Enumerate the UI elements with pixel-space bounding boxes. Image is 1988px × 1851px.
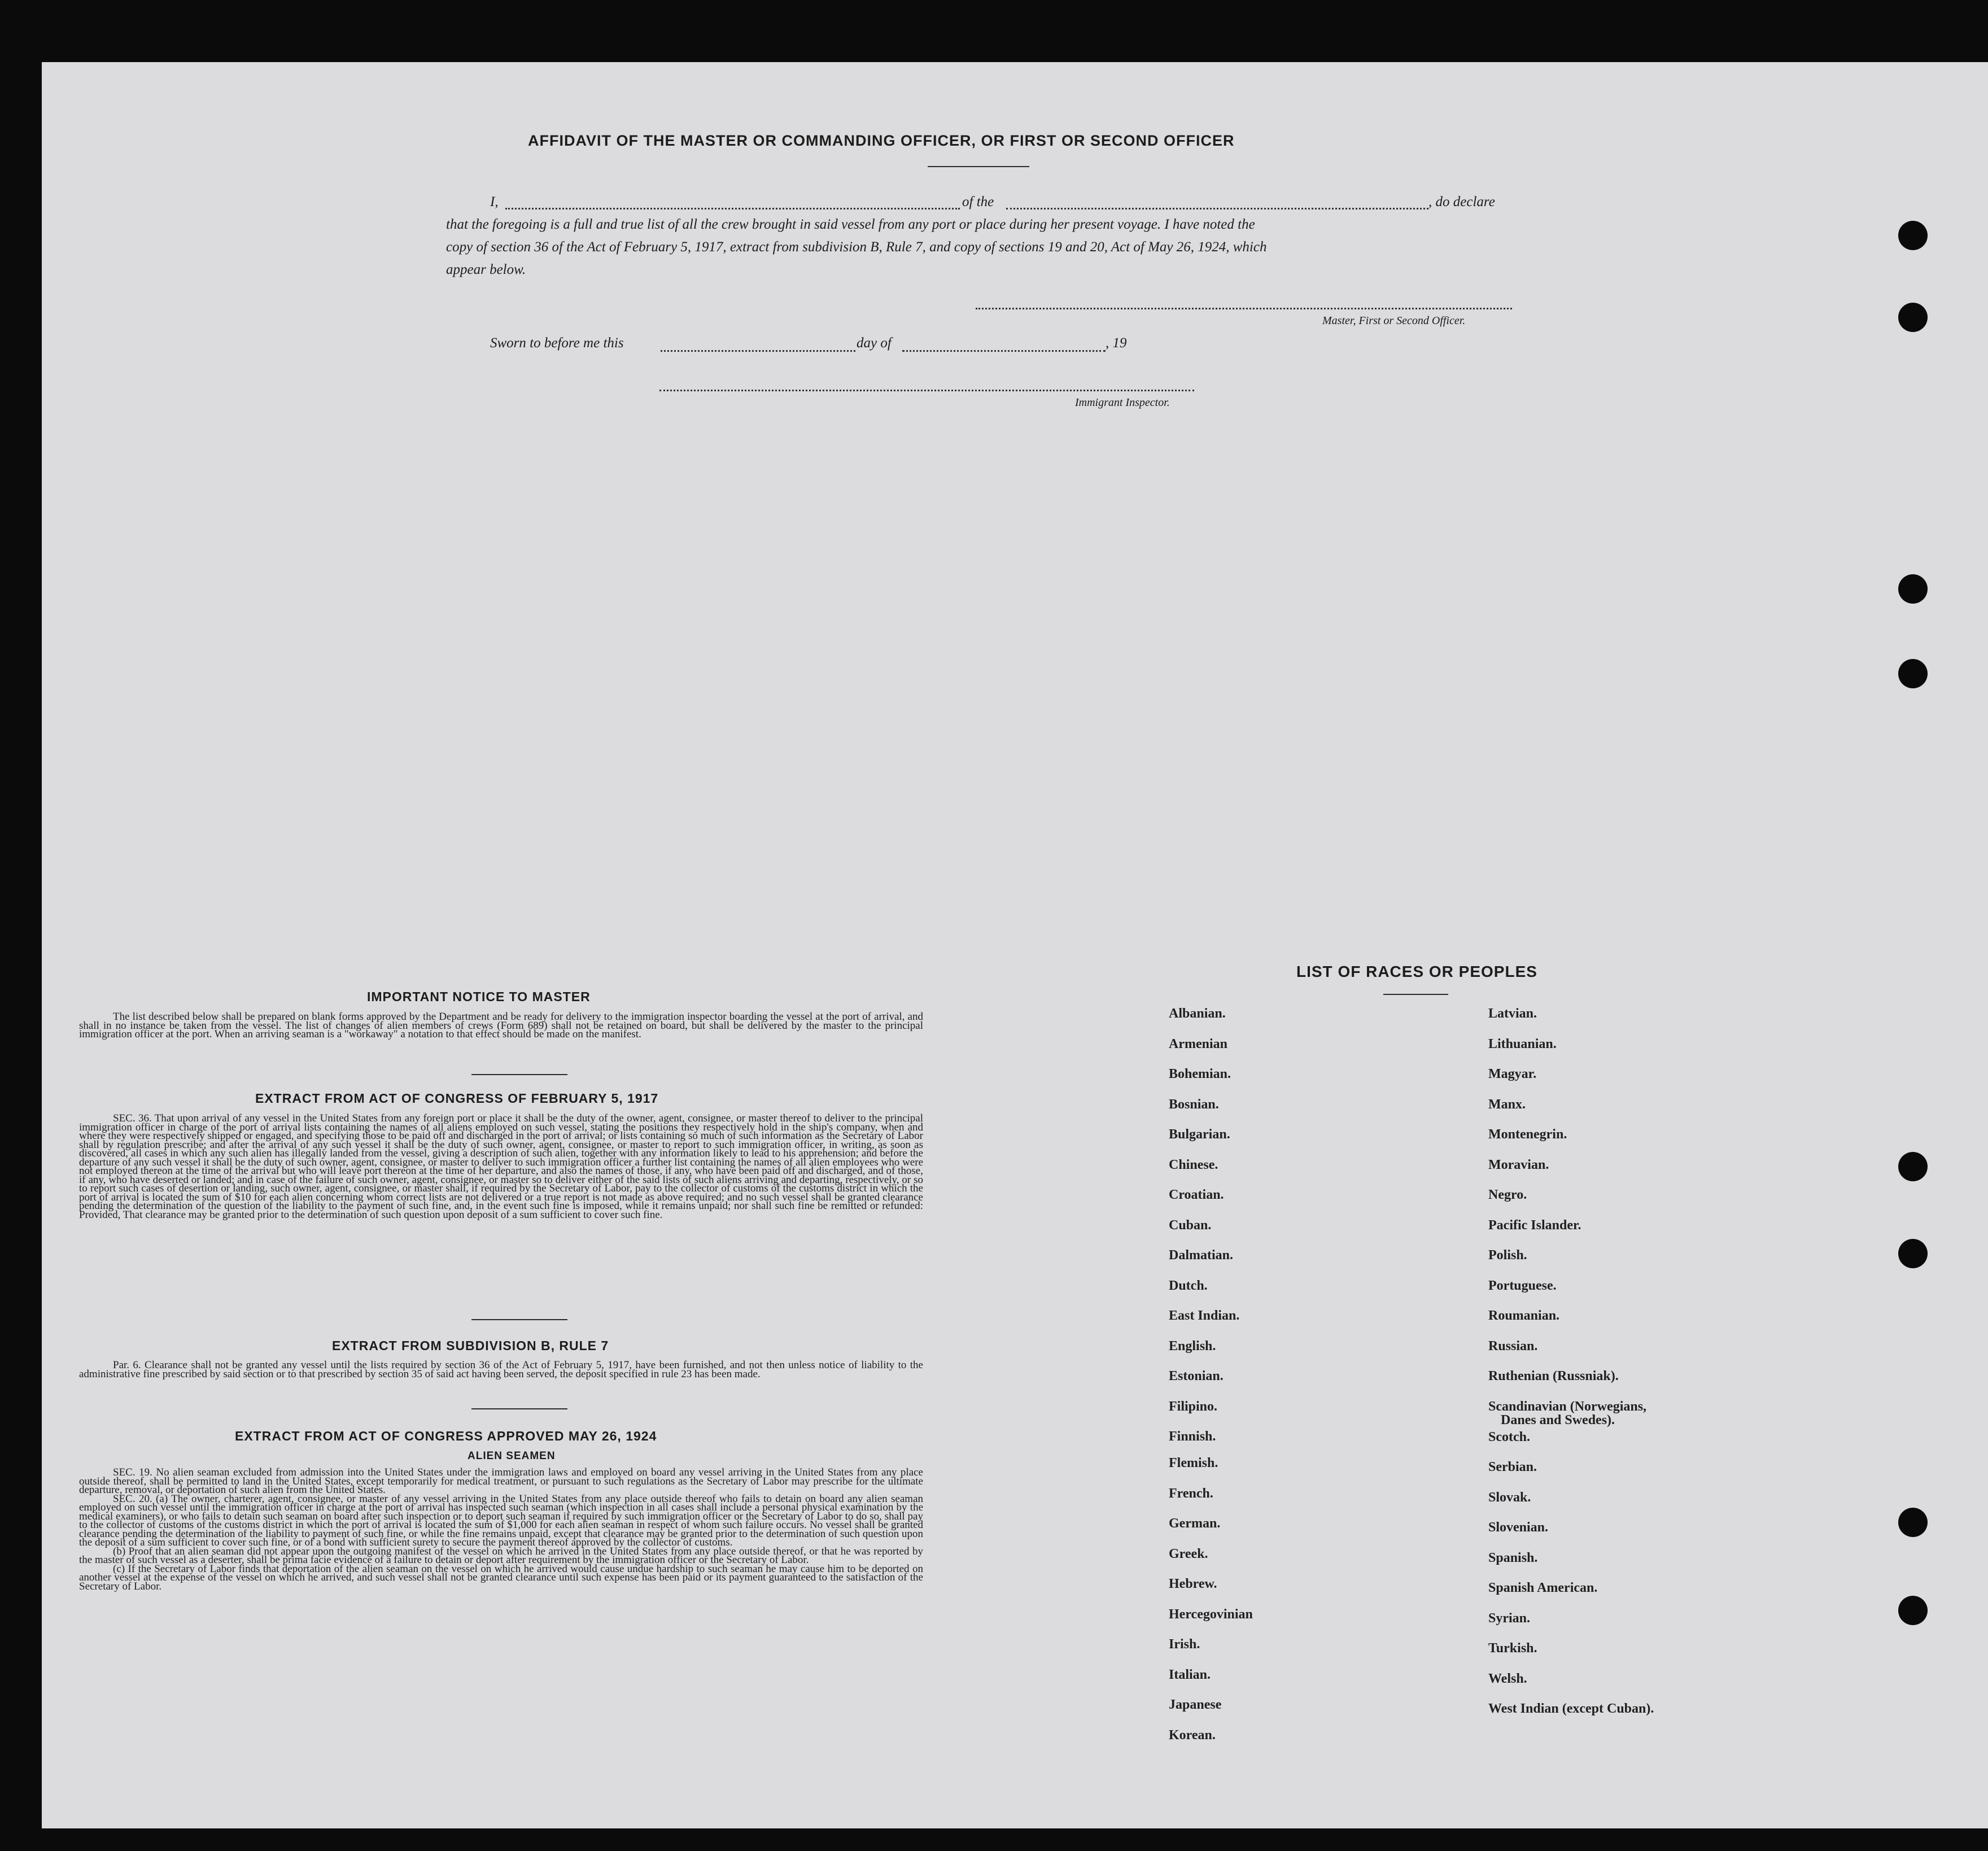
race-item: Manx. xyxy=(1488,1097,1526,1112)
sec20b-text: (b) Proof that an alien seaman did not appear upon the outgoing manifest of the vessel on which he arrived in the United States from any place outside thereof, or that he was reported by the master of such vessel as a deserter, shall be prima facie evidence of a failure to detain or deport after requirement by the immigration officer or the Secretary of Labor. xyxy=(79,1545,923,1566)
race-item: Montenegrin. xyxy=(1488,1127,1567,1142)
year-text: , 19 xyxy=(1106,335,1127,351)
races-title-rule xyxy=(1383,994,1448,995)
race-item: Pacific Islander. xyxy=(1488,1217,1581,1233)
affidavit-line2: that the foregoing is a full and true list of all the crew brought in said vessel from any port or place during her present voyage. I have noted the xyxy=(446,217,1255,232)
rule7-rule xyxy=(471,1408,567,1409)
races-left-column xyxy=(1169,1006,1462,1758)
affidavit-title-rule xyxy=(928,166,1029,167)
race-item: Turkish. xyxy=(1488,1641,1537,1656)
races-right-column xyxy=(1488,1006,1725,1732)
race-item: Welsh. xyxy=(1488,1671,1527,1686)
sworn-month-blank[interactable] xyxy=(902,350,1106,352)
race-item: French. xyxy=(1169,1486,1213,1501)
race-item: Irish. xyxy=(1169,1637,1200,1652)
race-item: Cuban. xyxy=(1169,1217,1212,1233)
signature-label: Master, First or Second Officer. xyxy=(1322,315,1466,327)
punch-hole xyxy=(1898,1239,1928,1268)
race-item: Syrian. xyxy=(1488,1610,1531,1626)
race-item: Spanish. xyxy=(1488,1550,1538,1565)
affidavit-line3: copy of section 36 of the Act of February 5, 1917, extract from subdivision B, Rule 7, and copy of sections 19 and 20, Act of May 26, 1924, which xyxy=(446,239,1267,255)
race-item: Moravian. xyxy=(1488,1157,1549,1172)
race-item: Filipino. xyxy=(1169,1399,1218,1414)
name-blank[interactable] xyxy=(505,208,960,209)
race-item: Slovenian. xyxy=(1488,1520,1549,1535)
race-item: Lithuanian. xyxy=(1488,1036,1557,1051)
notice-title: IMPORTANT NOTICE TO MASTER xyxy=(367,989,591,1004)
notice-rule xyxy=(471,1074,567,1075)
sec20c-text: (c) If the Secretary of Labor finds that deportation of the alien seaman on the vessel on which he arrived would cause undue hardship to such seaman he may cause him to be deported on another vessel at the expense of the vessel on which he arrived, and such vessel shall not be granted clearance until such expense has been paid or its payment guaranteed to the satisfaction of the Secretary of Labor. xyxy=(79,1562,923,1592)
race-item: East Indian. xyxy=(1169,1308,1240,1323)
race-item: Magyar. xyxy=(1488,1067,1537,1081)
extract-1924-subtitle: ALIEN SEAMEN xyxy=(467,1450,556,1462)
race-item: Hebrew. xyxy=(1169,1577,1217,1591)
inspector-signature-blank[interactable] xyxy=(659,390,1194,391)
sworn-text: Sworn to before me this xyxy=(490,335,624,351)
punch-hole xyxy=(1898,1508,1928,1537)
race-item: Russian. xyxy=(1488,1338,1538,1354)
race-item: Spanish American. xyxy=(1488,1581,1598,1595)
sec19-text: SEC. 19. No alien seaman excluded from admission into the United States under the immigration laws and employed on board any vessel arriving in the United States from any place outside thereof, shall be permitted to land in the United States, except temporarily for medical treatment, or pursuant to such regulations as the Secretary of Labor may prescribe for the ultimate departure, removal, or deportation of such alien from the United States. xyxy=(79,1466,923,1496)
vessel-blank[interactable] xyxy=(1006,208,1428,209)
race-item: Portuguese. xyxy=(1488,1278,1557,1293)
affidavit-declare: , do declare xyxy=(1428,194,1495,209)
affidavit-line4: appear below. xyxy=(446,262,526,277)
punch-hole xyxy=(1898,303,1928,332)
race-item: Japanese xyxy=(1169,1697,1222,1712)
race-item: Flemish. xyxy=(1169,1456,1218,1470)
race-item: Greek. xyxy=(1169,1546,1208,1561)
race-item: West Indian (except Cuban). xyxy=(1488,1701,1654,1716)
race-item: Finnish. xyxy=(1169,1429,1216,1444)
affidavit-i: I, xyxy=(490,194,499,209)
race-item: German. xyxy=(1169,1516,1221,1531)
race-item: Italian. xyxy=(1169,1667,1211,1682)
affidavit-of-the: of the xyxy=(962,194,994,209)
punch-hole xyxy=(1898,1152,1928,1181)
race-item: Ruthenian (Russniak). xyxy=(1488,1369,1619,1383)
race-item: Serbian. xyxy=(1488,1460,1537,1474)
race-item: Negro. xyxy=(1488,1188,1527,1202)
sworn-day-blank[interactable] xyxy=(661,350,855,352)
signature-blank[interactable] xyxy=(976,308,1512,309)
inspector-label: Immigrant Inspector. xyxy=(1075,396,1170,409)
race-item: English. xyxy=(1169,1338,1216,1354)
race-item: Dalmatian. xyxy=(1169,1248,1233,1263)
race-item: Polish. xyxy=(1488,1248,1527,1263)
punch-hole xyxy=(1898,1596,1928,1625)
rule7-text: Par. 6. Clearance shall not be granted any vessel until the lists required by section 36 of the Act of February 5, 1917, have been furnished, and not then unless notice of liability to the administrative fine prescribed by said section or to that prescribed by section 35 of said act having been served, the deposit specified in rule 23 has been made. xyxy=(79,1359,923,1380)
race-item: Scandinavian (Norwegians, xyxy=(1488,1399,1647,1414)
sec20a-text: SEC. 20. (a) The owner, charterer, agent, consignee, or master of any vessel arriving in the United States from any place outside thereof who fails to detain on board any alien seaman employed on such vessel until the immigration officer in charge at the port of arrival has inspected such seaman (which inspection in all cases shall include a personal physical examination by the medical examiners), or who fails to detain such seaman on board after such inspection or to deport such seaman if required by such immigration officer or the Secretary of Labor to do so, shall pay to the collector of customs of the customs district in which the port of arrival is located the sum of $1,000 for each alien seaman in respect of whom such failure occurs. No vessel shall be granted clearance pending the determination of the liability to payment of such fine, or while the fine remains unpaid, except that clearance may be granted prior to the determination of such question upon the deposit of a sum sufficient to cover such fine, or of a bond with sufficient surety to secure the payment thereof approved by the collector of customs. xyxy=(79,1492,923,1548)
extract-1917-rule xyxy=(471,1319,567,1320)
race-item: Danes and Swedes). xyxy=(1501,1412,1615,1427)
punch-hole xyxy=(1898,659,1928,688)
race-item: Latvian. xyxy=(1488,1006,1537,1021)
race-item: Slovak. xyxy=(1488,1490,1531,1505)
rule7-title: EXTRACT FROM SUBDIVISION B, RULE 7 xyxy=(332,1338,609,1353)
punch-hole xyxy=(1898,221,1928,250)
day-of-text: day of xyxy=(857,335,892,351)
race-item: Albanian. xyxy=(1169,1006,1226,1021)
affidavit-title: AFFIDAVIT OF THE MASTER OR COMMANDING OFFICER, OR FIRST OR SECOND OFFICER xyxy=(528,132,1235,149)
race-item: Estonian. xyxy=(1169,1369,1224,1383)
race-item: Hercegovinian xyxy=(1169,1606,1253,1622)
notice-text: The list described below shall be prepared on blank forms approved by the Department and be ready for delivery to the immigration inspector boarding the vessel at the port of arrival, and shall in no instance be taken from the vessel. The list of changes of alien members of crews (Form 689) shall not be retained on board, but shall be delivered by the master to the principal immigration officer at the port. When an arriving seaman is a "workaway" a notation to that effect should be made on the manifest. xyxy=(79,1011,923,1040)
race-item: Dutch. xyxy=(1169,1278,1208,1293)
race-item: Armenian xyxy=(1169,1036,1227,1051)
extract-1917-text: SEC. 36. That upon arrival of any vessel in the United States from any foreign port or place it shall be the duty of the owner, agent, consignee, or master thereof to deliver to the principal immigration officer in charge of the port of arrival lists containing the names of all aliens employed on such vessel, stating the positions they respectively hold in the ship's company, when and where they were respectively shipped or engaged, and specifying those to be paid off and discharged in the port of arrival; or lists containing so much of such information as the Secretary of Labor shall by regulation prescribe; and after the arrival of any such vessel it shall be the duty of such owner, agent, consignee, or master to report to such immigration officer, in writing, as soon as discovered, all cases in which any such alien has illegally landed from the vessel, giving a description of such alien, together with any information likely to lead to his apprehension; and before the departure of any such vessel it shall be the duty of such owner, agent, consignee, or master to deliver to such immigration officer a further list containing the names of all alien employees who were not employed thereon at the time of the arrival but who will leave port thereon at the time of her departure, and also the names of those, if any, who have been paid off and discharged, and of those, if any, who have deserted or landed; and in case of the failure of such owner, agent, consignee, or master so to deliver either of the said lists of such aliens arriving and departing, respectively, or so to report such cases of desertion or landing, such owner, agent, consignee, or master shall, if required by the Secretary of Labor, pay to the collector of customs of the customs district in which the port of arrival is located the sum of $10 for each alien concerning whom correct lists are not delivered or a true report is not made as above required; and no such vessel shall be granted clearance pending the determination of the question of the liability to the payment of such fine, and, in the event such fine is imposed, while it remains unpaid; nor shall such fine be remitted or refunded: Provided, That clearance may be granted prior to the determination of such question upon deposit of a sum sufficient to cover such fine. xyxy=(79,1112,923,1221)
race-item: Bosnian. xyxy=(1169,1097,1219,1112)
extract-1924-title: EXTRACT FROM ACT OF CONGRESS APPROVED MAY 26, 1924 xyxy=(235,1429,657,1443)
race-item: Bohemian. xyxy=(1169,1067,1231,1081)
race-item: Bulgarian. xyxy=(1169,1127,1230,1142)
race-item: Korean. xyxy=(1169,1727,1216,1743)
races-title: LIST OF RACES OR PEOPLES xyxy=(1296,963,1537,980)
extract-1924-body xyxy=(79,1468,923,1591)
punch-hole xyxy=(1898,574,1928,604)
race-item: Roumanian. xyxy=(1488,1308,1560,1323)
race-item: Croatian. xyxy=(1169,1188,1224,1202)
race-item: Scotch. xyxy=(1488,1429,1530,1444)
extract-1917-title: EXTRACT FROM ACT OF CONGRESS OF FEBRUARY 5, 1917 xyxy=(255,1091,659,1106)
race-item: Chinese. xyxy=(1169,1157,1218,1172)
